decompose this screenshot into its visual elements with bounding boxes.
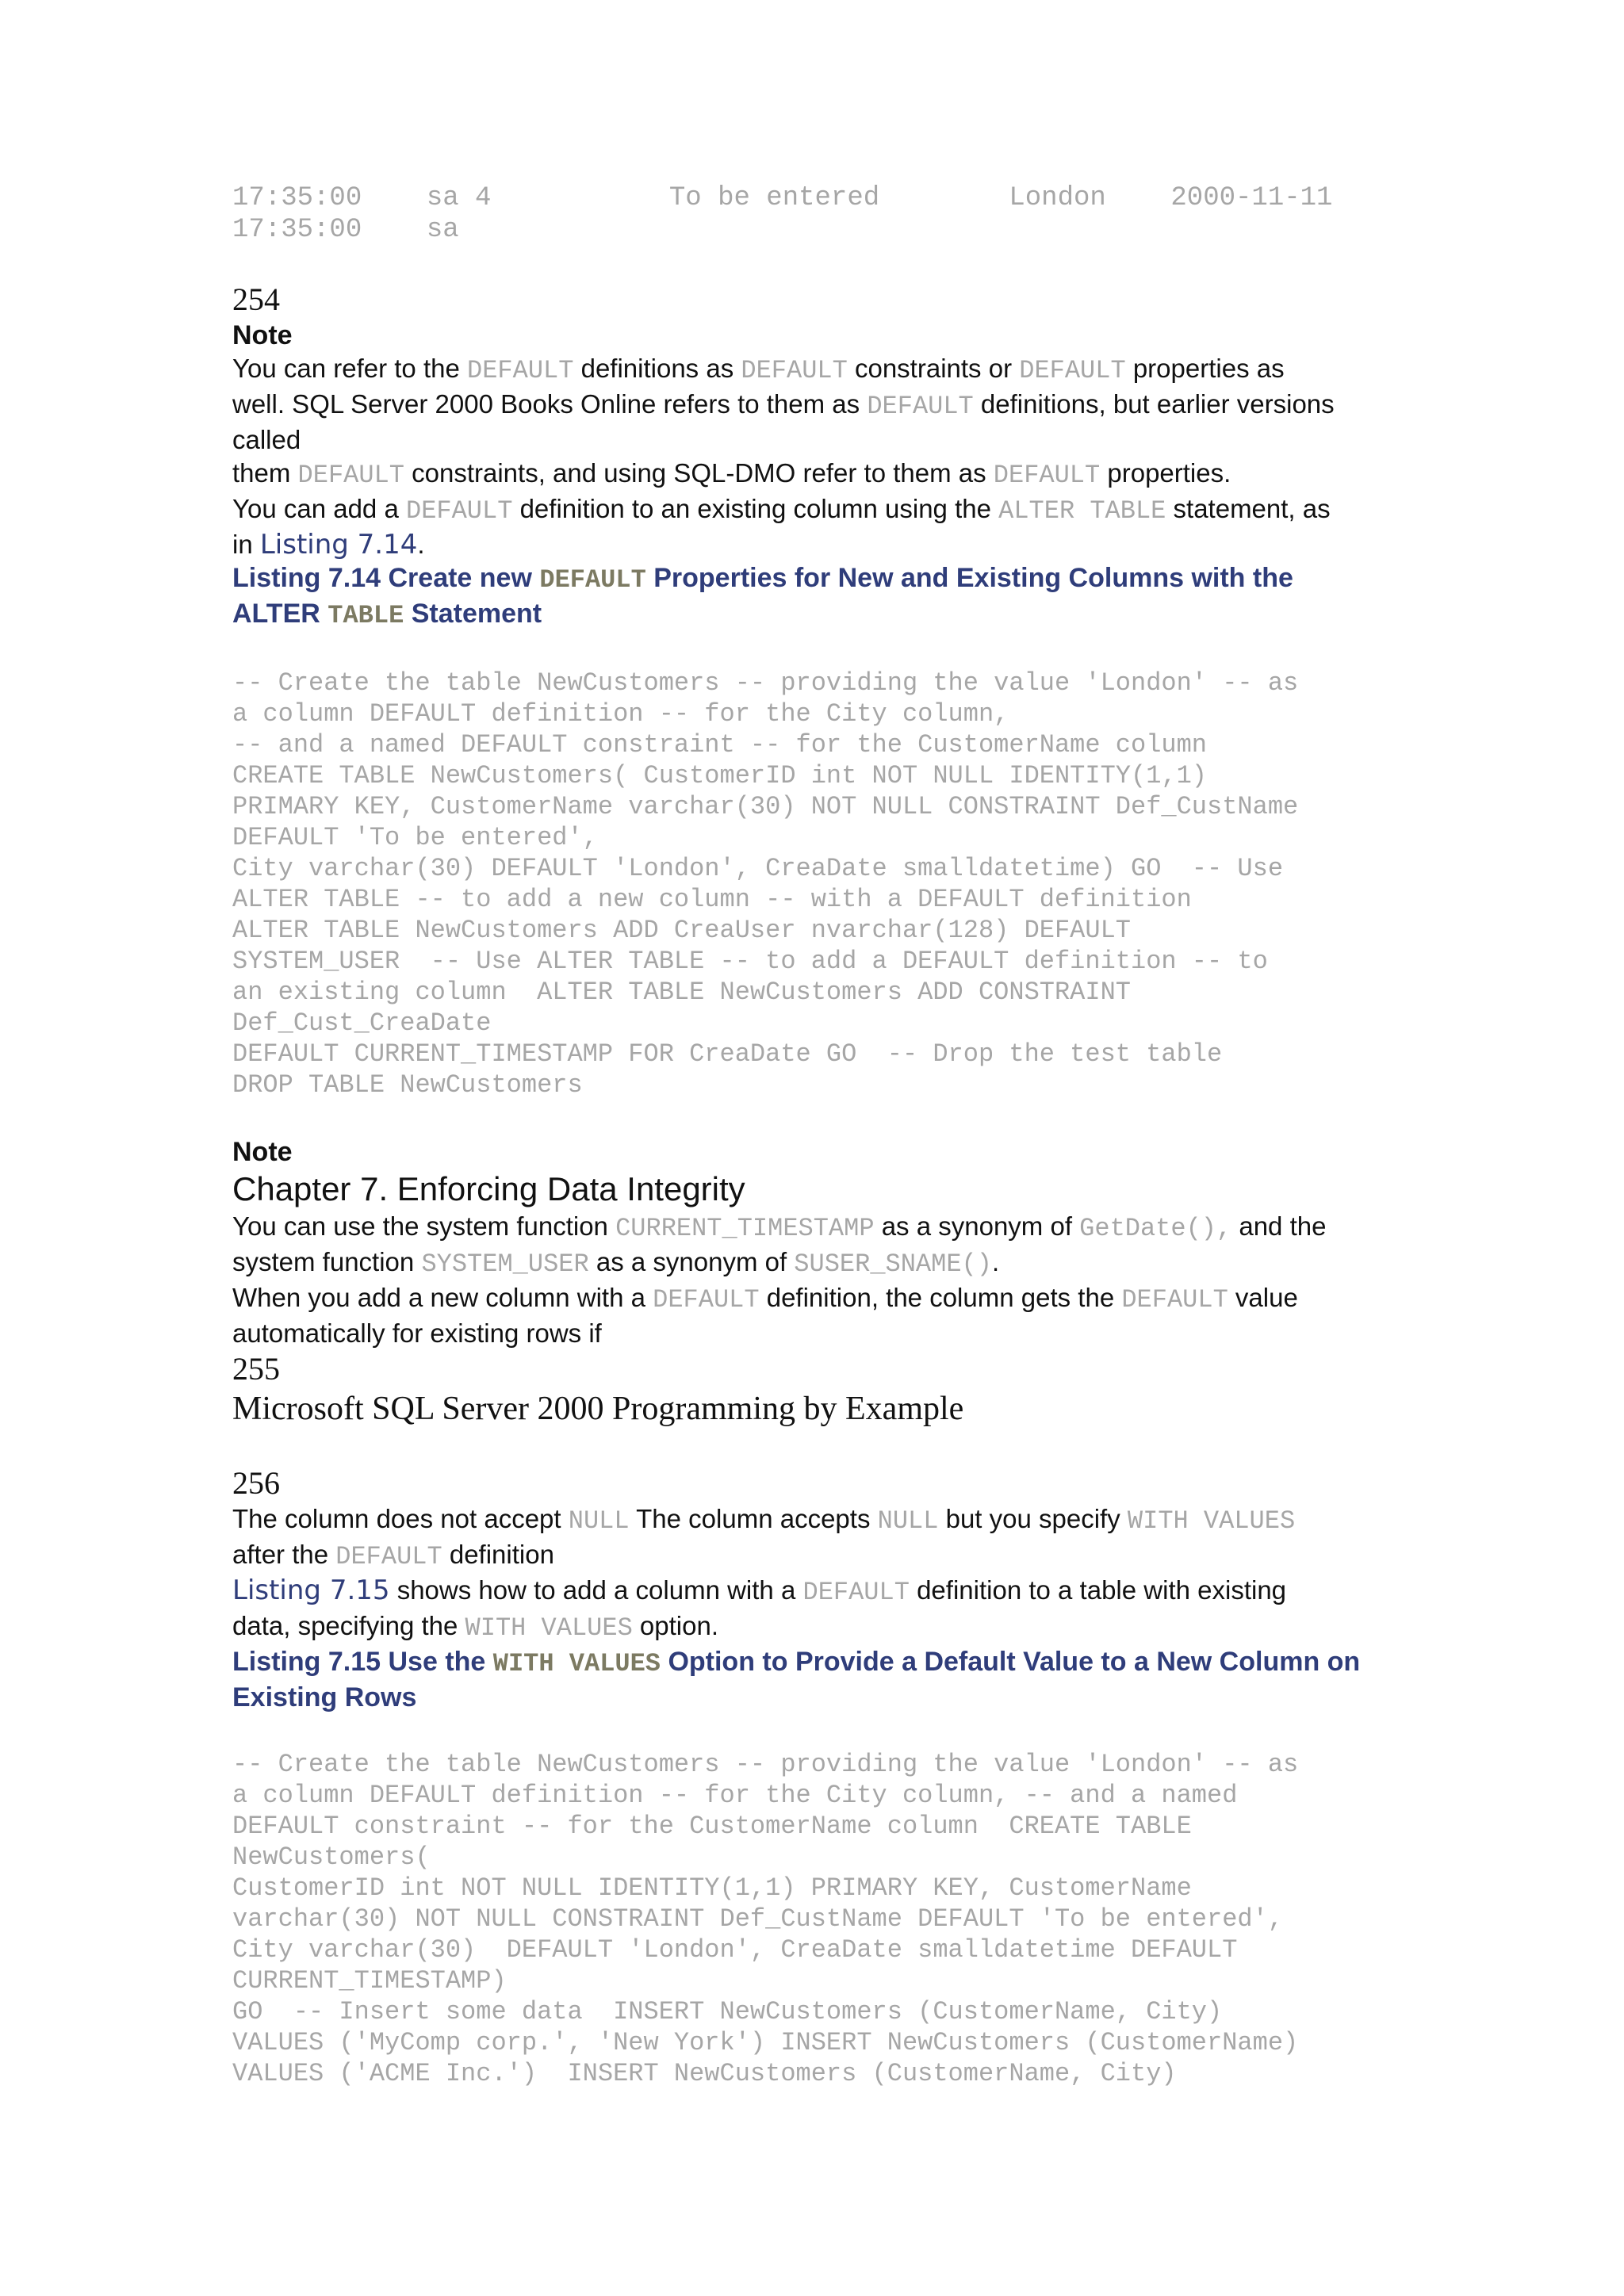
code-line: ALTER TABLE NewCustomers ADD CreaUser nvarchar(128) DEFAULT bbox=[232, 916, 1131, 945]
code-line: ALTER TABLE -- to add a new column -- with a DEFAULT definition bbox=[232, 885, 1192, 914]
result-row: 17:35:00 sa bbox=[232, 215, 459, 245]
page-number: 256 bbox=[232, 1465, 280, 1501]
code-line: NewCustomers( bbox=[232, 1843, 431, 1872]
code-line: DROP TABLE NewCustomers bbox=[232, 1070, 583, 1100]
listing-caption: Listing 7.14 Create new DEFAULT Properties for New and Existing Columns with the ALTER TABLE Statement bbox=[232, 563, 1293, 630]
book-title: Microsoft SQL Server 2000 Programming by Example bbox=[232, 1391, 964, 1427]
code-line: DEFAULT 'To be entered', bbox=[232, 823, 598, 852]
code-line: -- and a named DEFAULT constraint -- for the CustomerName column bbox=[232, 730, 1207, 760]
result-row: 17:35:00 sa 4 To be entered London 2000-11-11 bbox=[232, 183, 1333, 213]
code-line: VALUES ('ACME Inc.') INSERT NewCustomers (CustomerName, City) bbox=[232, 2059, 1177, 2088]
document-page bbox=[232, 182, 1398, 2089]
code-listing-7-15 bbox=[232, 1749, 1398, 2089]
code-line: DEFAULT constraint -- for the CustomerName column CREATE TABLE bbox=[232, 1812, 1192, 1841]
code-listing-7-14 bbox=[232, 668, 1398, 1100]
body-paragraph: You can add a DEFAULT definition to an existing column using the ALTER TABLE statement, as in Listing 7.14. bbox=[232, 494, 1331, 561]
code-line: VALUES ('MyComp corp.', 'New York') INSERT NewCustomers (CustomerName) bbox=[232, 2028, 1299, 2057]
code-line: -- Create the table NewCustomers -- providing the value 'London' -- as bbox=[232, 1750, 1299, 1779]
code-line: -- Create the table NewCustomers -- providing the value 'London' -- as bbox=[232, 668, 1299, 698]
code-line: City varchar(30) DEFAULT 'London', CreaDate smalldatetime DEFAULT bbox=[232, 1935, 1238, 1965]
code-line: DEFAULT CURRENT_TIMESTAMP FOR CreaDate GO -- Drop the test table bbox=[232, 1039, 1223, 1069]
note-label: Note bbox=[232, 1137, 293, 1167]
listing-7-15-link[interactable]: Listing 7.15 bbox=[232, 1575, 390, 1606]
bullet-paragraph: The column does not accept NULL The column accepts NULL but you specify WITH VALUES after the DEFAULT definition bbox=[232, 1504, 1296, 1571]
code-line: a column DEFAULT definition -- for the City column, -- and a named bbox=[232, 1781, 1238, 1810]
code-line: SYSTEM_USER -- Use ALTER TABLE -- to add a DEFAULT definition -- to bbox=[232, 947, 1268, 976]
note-paragraph: You can refer to the DEFAULT definitions as DEFAULT constraints or DEFAULT properties as well. SQL Server 2000 Books Online refers to them as DEFAULT definitions, but earlier versions called them DEFAULT constraints, and using SQL-DMO refer to them as DEFAULT properties. bbox=[232, 354, 1335, 490]
code-line: an existing column ALTER TABLE NewCustomers ADD CONSTRAINT bbox=[232, 978, 1131, 1007]
code-line: a column DEFAULT definition -- for the City column, bbox=[232, 699, 1009, 729]
note-label: Note bbox=[232, 320, 293, 350]
listing-caption: Listing 7.15 Use the WITH VALUES Option to Provide a Default Value to a New Column on Existing Rows bbox=[232, 1647, 1361, 1712]
code-line: City varchar(30) DEFAULT 'London', CreaDate smalldatetime) GO -- Use bbox=[232, 854, 1284, 883]
body-paragraph: When you add a new column with a DEFAULT definition, the column gets the DEFAULT value automatically for existing rows if bbox=[232, 1283, 1298, 1348]
page-number: 255 bbox=[232, 1351, 280, 1387]
listing-7-14-link[interactable]: Listing 7.14 bbox=[259, 529, 418, 561]
body-paragraph: You can use the system function CURRENT_TIMESTAMP as a synonym of GetDate(), and the system function SYSTEM_USER as a synonym of SUSER_SNAME(). bbox=[232, 1211, 1327, 1279]
body-paragraph: Listing 7.15 shows how to add a column with a DEFAULT definition to a table with existing data, specifying the WITH VALUES option. bbox=[232, 1575, 1287, 1643]
code-line: CURRENT_TIMESTAMP) bbox=[232, 1966, 507, 1996]
page-number: 254 bbox=[232, 281, 280, 317]
code-line: Def_Cust_CreaDate bbox=[232, 1008, 492, 1038]
code-line: CustomerID int NOT NULL IDENTITY(1,1) PRIMARY KEY, CustomerName bbox=[232, 1873, 1192, 1903]
code-line: GO -- Insert some data INSERT NewCustomers (CustomerName, City) bbox=[232, 1997, 1223, 2026]
code-line: PRIMARY KEY, CustomerName varchar(30) NOT NULL CONSTRAINT Def_CustName bbox=[232, 792, 1299, 821]
chapter-title: Chapter 7. Enforcing Data Integrity bbox=[232, 1170, 745, 1207]
code-line: CREATE TABLE NewCustomers( CustomerID int NOT NULL IDENTITY(1,1) bbox=[232, 761, 1207, 790]
code-line: varchar(30) NOT NULL CONSTRAINT Def_CustName DEFAULT 'To be entered', bbox=[232, 1904, 1284, 1934]
